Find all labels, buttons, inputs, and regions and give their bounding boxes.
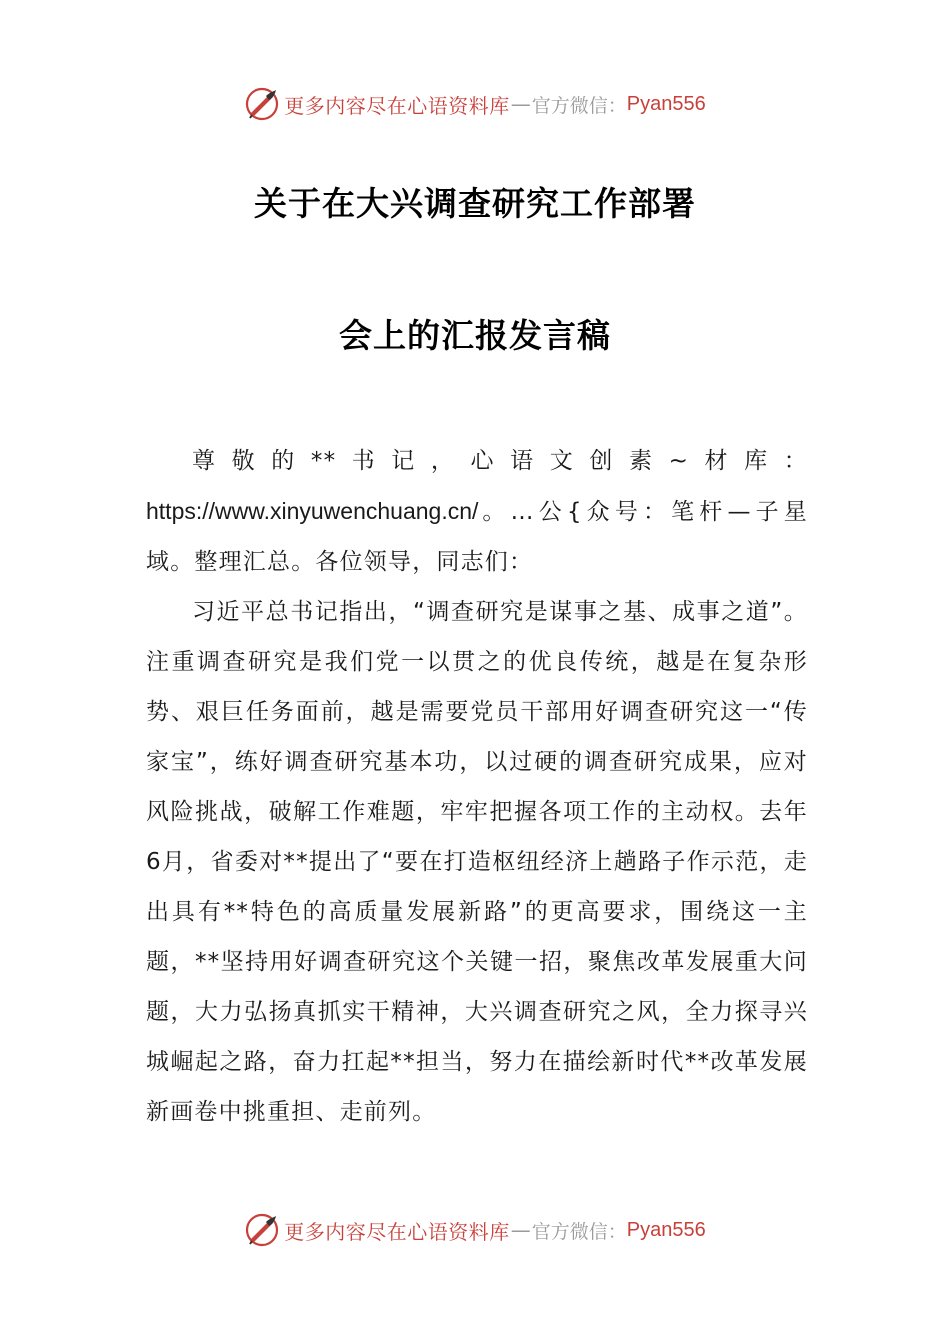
greeting-tail: 。…公{众号：笔杆—子星域。整理汇总。各位领导，同志们： [146, 499, 808, 575]
document-title-line1: 关于在大兴调查研究工作部署 [254, 184, 696, 223]
quill-logo-icon [244, 86, 280, 122]
banner-separator: — [510, 92, 531, 116]
banner-wechat-id: Pyan556 [626, 1218, 706, 1241]
paragraph-greeting [146, 436, 808, 587]
banner-text: 更多内容尽在心语资料库 [284, 93, 510, 118]
document-title-line2: 会上的汇报发言稿 [339, 316, 611, 355]
source-url-link[interactable]: https://www.xinyuwenchuang.cn/ [146, 498, 479, 524]
greeting-lead: 尊敬的**书记，心语文创素~材库： [192, 448, 808, 474]
document-body [146, 436, 808, 1137]
banner-wechat-label: 官方微信： [531, 1220, 627, 1243]
paragraph-body: 习近平总书记指出，“调查研究是谋事之基、成事之道”。注重调查研究是我们党一以贯之的优良传统，越是在复杂形势、艰巨任务面前，越是需要党员干部用好调查研究这一“传家宝”，练好调查研究基本功，以过硬的调查研究成果，应对风险挑战，破解工作难题，牢牢把握各项工作的主动权。去年6月，省委对**提出了“要在打造枢纽经济上趟路子作示范，走出具有**特色的高质量发展新路”的更高要求，围绕这一主题，**坚持用好调查研究这个关键一招，聚焦改革发展重大问题，大力弘扬真抓实干精神，大兴调查研究之风，全力探寻兴城崛起之路，奋力扛起**担当，努力在描绘新时代**改革发展新画卷中挑重担、走前列。 [146, 599, 808, 1125]
header-banner [0, 80, 950, 128]
banner-text: 更多内容尽在心语资料库 [284, 1219, 510, 1244]
footer-banner [0, 1206, 950, 1254]
banner-separator: — [510, 1218, 531, 1242]
banner-wechat-label: 官方微信： [531, 94, 627, 117]
banner-wechat-id: Pyan556 [626, 92, 706, 115]
quill-logo-icon [244, 1212, 280, 1248]
